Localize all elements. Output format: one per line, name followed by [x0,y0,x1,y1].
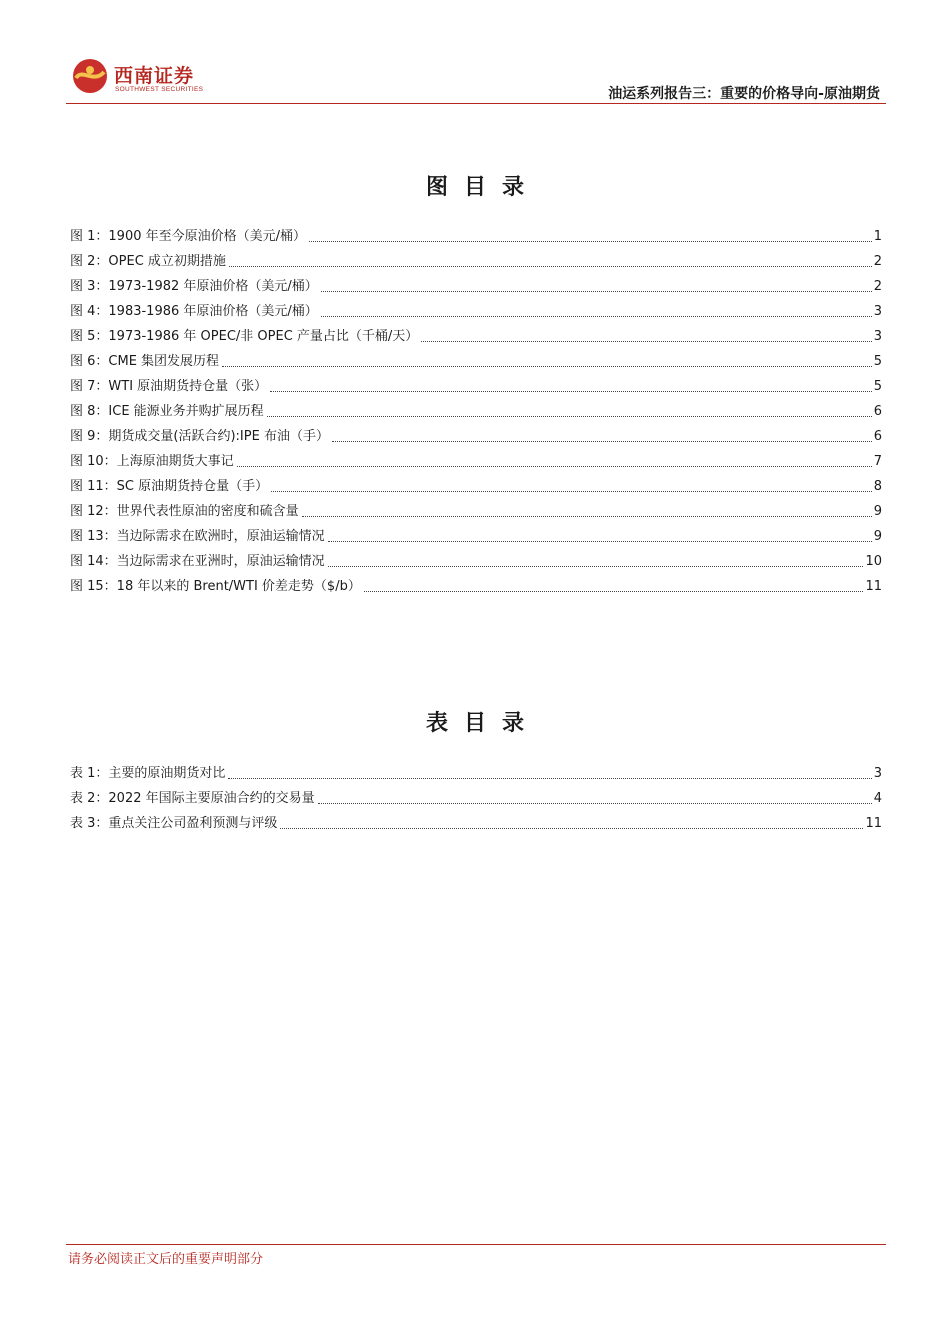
toc-entry-label: 图 4：1983-1986 年原油价格（美元/桶） [70,304,318,319]
logo-name-cn: 西南证券 [114,65,195,87]
toc-dot-leader [321,316,872,317]
toc-dot-leader [302,516,872,517]
toc-entry[interactable] [70,420,882,445]
toc-entry-label: 图 9：期货成交量(活跃合约):IPE 布油（手） [70,429,329,444]
logo-name-en: SOUTHWEST SECURITIES [115,86,204,93]
toc-entry-page: 2 [873,254,882,269]
toc-entry[interactable] [70,445,882,470]
toc-entry-page: 11 [865,816,882,831]
toc-entry[interactable] [70,295,882,320]
toc-entry[interactable] [70,807,882,832]
toc-entry-page: 3 [873,329,882,344]
toc-dot-leader [270,391,872,392]
toc-dot-leader [267,416,872,417]
toc-entry-page: 1 [873,229,882,244]
toc-entry[interactable] [70,320,882,345]
toc-entry-label: 图 13：当边际需求在欧洲时，原油运输情况 [70,529,325,544]
toc-dot-leader [271,491,872,492]
figure-toc-title: 图目录 [425,174,540,200]
toc-entry-page: 5 [873,379,882,394]
toc-entry[interactable] [70,395,882,420]
toc-entry-page: 10 [865,554,882,569]
toc-entry-page: 6 [873,429,882,444]
report-title: 油运系列报告三：重要的价格导向-原油期货 [608,86,880,102]
toc-entry-label: 表 1：主要的原油期货对比 [70,766,226,781]
toc-entry[interactable] [70,345,882,370]
toc-entry-page: 11 [865,579,882,594]
toc-entry-label: 图 14：当边际需求在亚洲时，原油运输情况 [70,554,325,569]
company-logo [72,58,212,98]
toc-entry-page: 6 [873,404,882,419]
toc-entry[interactable] [70,270,882,295]
toc-dot-leader [237,466,872,467]
toc-entry[interactable] [70,520,882,545]
toc-dot-leader [222,366,872,367]
toc-dot-leader [318,803,872,804]
table-toc-title: 表目录 [425,710,540,736]
toc-dot-leader [321,291,872,292]
toc-dot-leader [309,241,872,242]
toc-entry[interactable] [70,220,882,245]
toc-entry-label: 图 8：ICE 能源业务并购扩展历程 [70,404,264,419]
toc-entry-page: 2 [873,279,882,294]
toc-dot-leader [229,266,872,267]
footer-disclaimer-note: 请务必阅读正文后的重要声明部分 [68,1252,264,1267]
toc-entry[interactable] [70,545,882,570]
toc-entry-page: 3 [873,766,882,781]
header-divider [66,103,886,104]
toc-entry-label: 图 5：1973-1986 年 OPEC/非 OPEC 产量占比（千桶/天） [70,329,419,344]
figure-toc-list [70,220,882,595]
toc-dot-leader [328,566,864,567]
toc-entry[interactable] [70,470,882,495]
toc-entry-label: 图 10：上海原油期货大事记 [70,454,234,469]
toc-entry-label: 表 3：重点关注公司盈利预测与评级 [70,816,278,831]
toc-entry[interactable] [70,495,882,520]
toc-entry-page: 9 [873,529,882,544]
toc-entry-label: 表 2：2022 年国际主要原油合约的交易量 [70,791,315,806]
toc-entry-page: 4 [873,791,882,806]
toc-entry-page: 8 [873,479,882,494]
toc-entry-label: 图 15：18 年以来的 Brent/WTI 价差走势（$/b） [70,579,361,594]
toc-entry-page: 5 [873,354,882,369]
toc-dot-leader [328,541,872,542]
toc-entry-label: 图 6：CME 集团发展历程 [70,354,220,369]
footer-divider [66,1244,886,1245]
toc-entry-label: 图 12：世界代表性原油的密度和硫含量 [70,504,299,519]
toc-entry-label: 图 1：1900 年至今原油价格（美元/桶） [70,229,306,244]
toc-entry[interactable] [70,570,882,595]
logo-emblem-icon [72,58,108,94]
toc-entry[interactable] [70,782,882,807]
toc-entry[interactable] [70,757,882,782]
toc-dot-leader [421,341,871,342]
toc-entry-page: 7 [873,454,882,469]
toc-entry-page: 9 [873,504,882,519]
toc-entry[interactable] [70,370,882,395]
toc-dot-leader [364,591,864,592]
toc-entry-label: 图 11：SC 原油期货持仓量（手） [70,479,269,494]
toc-entry-label: 图 2：OPEC 成立初期措施 [70,254,226,269]
toc-entry-page: 3 [873,304,882,319]
toc-entry-label: 图 7：WTI 原油期货持仓量（张） [70,379,268,394]
toc-dot-leader [332,441,872,442]
toc-entry[interactable] [70,245,882,270]
toc-dot-leader [228,778,871,779]
table-toc-list [70,757,882,832]
toc-dot-leader [280,828,863,829]
toc-entry-label: 图 3：1973-1982 年原油价格（美元/桶） [70,279,318,294]
